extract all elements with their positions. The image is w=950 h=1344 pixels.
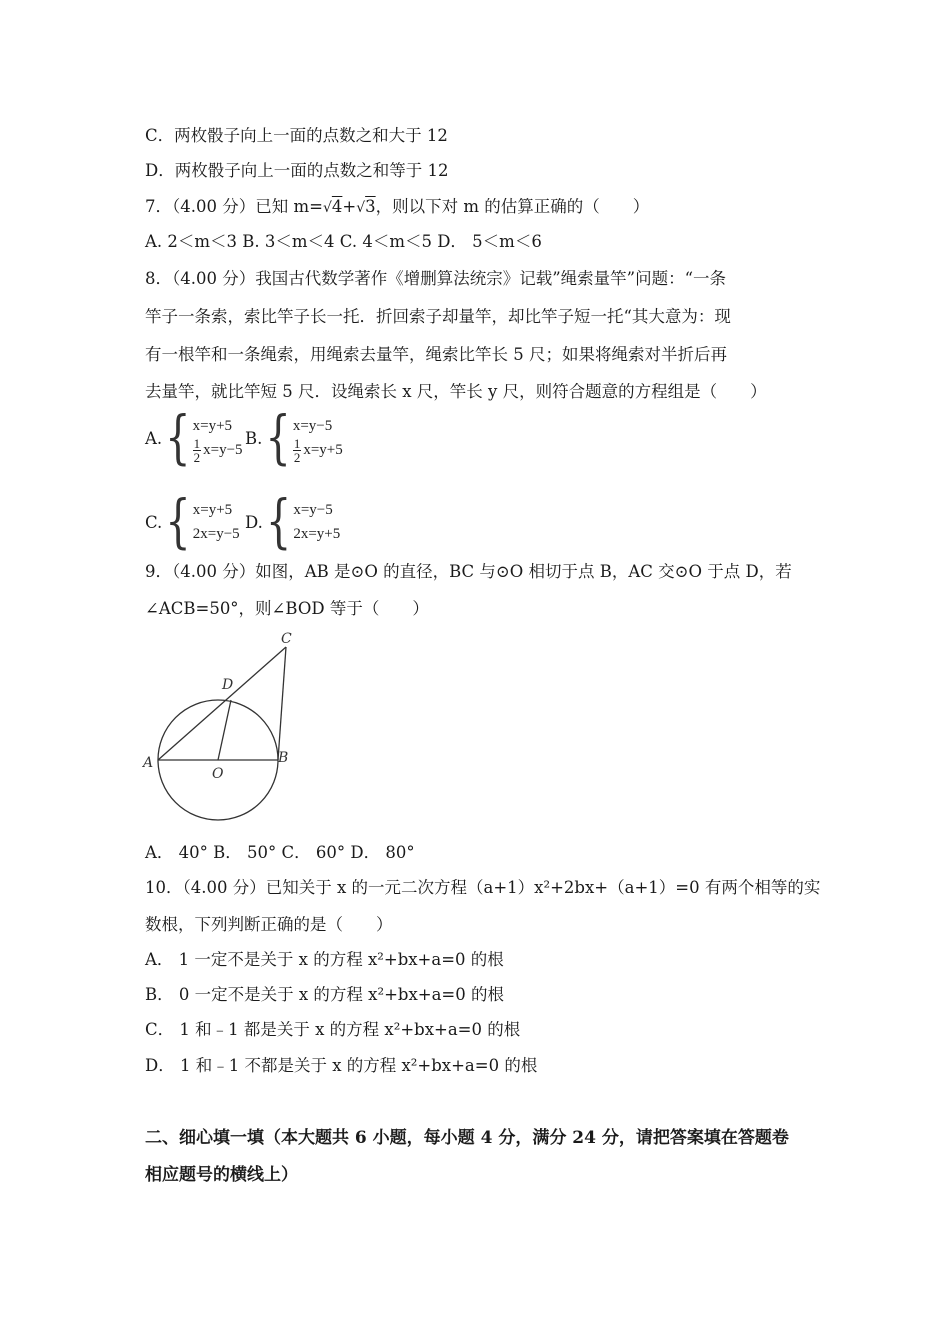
geometry-figure <box>135 625 310 825</box>
option-c-line: C．两枚骰子向上一面的点数之和大于 12 <box>145 126 448 145</box>
section-2-heading-line-2: 相应题号的横线上） <box>145 1165 298 1185</box>
segment-od <box>218 700 231 760</box>
q8-d-label: D. <box>245 512 263 532</box>
option-d-line: D．两枚骰子向上一面的点数之和等于 12 <box>145 161 449 180</box>
label-o: O <box>212 766 224 782</box>
equation-system-b <box>265 404 343 472</box>
label-b: B <box>278 750 289 766</box>
sqrt-symbol: √ <box>322 200 332 216</box>
question-9-options: A． 40° B． 50° C． 60° D． 80° <box>145 843 415 862</box>
system-b-row-2-eq: x=y+5 <box>303 442 343 458</box>
brace-icon: { <box>165 488 191 556</box>
system-d-row-2: 2x=y+5 <box>293 526 341 542</box>
question-8-line-1: 8．（4.00 分）我国古代数学著作《增删算法统宗》记载”绳索量竿”问题：“一条 <box>145 269 727 288</box>
label-c: C <box>281 631 292 647</box>
question-10-line-2: 数根，下列判断正确的是（ ） <box>145 915 393 934</box>
question-8-line-2: 竿子一条索，索比竿子长一托．折回索子却量竿，却比竿子短一托“其大意为：现 <box>145 307 731 326</box>
system-c-row-2: 2x=y−5 <box>192 526 240 542</box>
fraction-numerator: 1 <box>293 435 301 451</box>
q8-c-label: C. <box>145 512 163 532</box>
q8-option-a <box>145 404 243 472</box>
q7-radicand-1: 4 <box>331 197 343 216</box>
system-b-row-2 <box>293 435 343 465</box>
question-8-line-3: 有一根竿和一条绳索，用绳索去量竿，绳索比竿长 5 尺；如果将绳索对半折后再 <box>145 345 727 364</box>
system-a-row-2 <box>193 435 243 465</box>
question-10-option-b: B． 0 一定不是关于 x 的方程 x²+bx+a=0 的根 <box>145 985 504 1004</box>
question-10-line-1: 10．（4.00 分）已知关于 x 的一元二次方程（a+1）x²+2bx+（a+1）=0 有两个相等的实 <box>145 878 821 897</box>
section-2-heading-line-1: 二、细心填一填（本大题共 6 小题，每小题 4 分，满分 24 分，请把答案填在答题卷 <box>145 1128 789 1148</box>
question-10-option-d: D． 1 和﹣1 不都是关于 x 的方程 x²+bx+a=0 的根 <box>145 1056 538 1075</box>
brace-icon: { <box>265 488 292 556</box>
equation-system-a <box>165 404 243 472</box>
brace-icon: { <box>165 404 191 472</box>
q8-b-label: B. <box>245 428 263 448</box>
brace-icon: { <box>265 404 291 472</box>
q7-radicand-2: 3 <box>365 197 376 216</box>
equation-system-d <box>265 488 341 556</box>
system-b-row-1: x=y−5 <box>292 418 333 434</box>
q7-suffix: ，则以下对 m 的估算正确的（ ） <box>375 197 650 216</box>
q8-option-b <box>245 404 343 472</box>
question-7 <box>145 196 649 219</box>
question-10-option-c: C． 1 和﹣1 都是关于 x 的方程 x²+bx+a=0 的根 <box>145 1020 521 1039</box>
system-a-row-1: x=y+5 <box>192 418 233 434</box>
system-c-row-1: x=y+5 <box>192 502 233 518</box>
fraction-denominator: 2 <box>293 449 301 465</box>
system-d-row-1: x=y−5 <box>293 502 333 518</box>
fraction-numerator: 1 <box>193 435 201 451</box>
label-d: D <box>222 677 234 693</box>
sqrt-symbol: √ <box>356 200 366 216</box>
system-a-row-2-eq: x=y−5 <box>203 442 243 458</box>
tangent-bc <box>278 647 286 760</box>
q8-a-label: A. <box>145 428 163 448</box>
question-9-line-2: ∠ACB=50°，则∠BOD 等于（ ） <box>145 599 429 618</box>
question-9-line-1: 9．（4.00 分）如图，AB 是⊙O 的直径，BC 与⊙O 相切于点 B，AC 交⊙O 于点 D，若 <box>145 562 792 581</box>
q8-option-d <box>245 488 341 556</box>
q7-prefix: 7．（4.00 分）已知 m= <box>145 197 323 216</box>
question-8-line-4: 去量竿，就比竿短 5 尺．设绳索长 x 尺，竿长 y 尺，则符合题意的方程组是（ ） <box>145 382 767 401</box>
fraction-denominator: 2 <box>193 449 201 465</box>
equation-system-c <box>165 488 240 556</box>
question-10-option-a: A． 1 一定不是关于 x 的方程 x²+bx+a=0 的根 <box>145 950 504 969</box>
question-7-options: A. 2＜m＜3 B. 3＜m＜4 C. 4＜m＜5 D． 5＜m＜6 <box>145 232 542 251</box>
label-a: A <box>143 755 154 771</box>
q7-plus: + <box>342 197 357 216</box>
q8-option-c <box>145 488 240 556</box>
